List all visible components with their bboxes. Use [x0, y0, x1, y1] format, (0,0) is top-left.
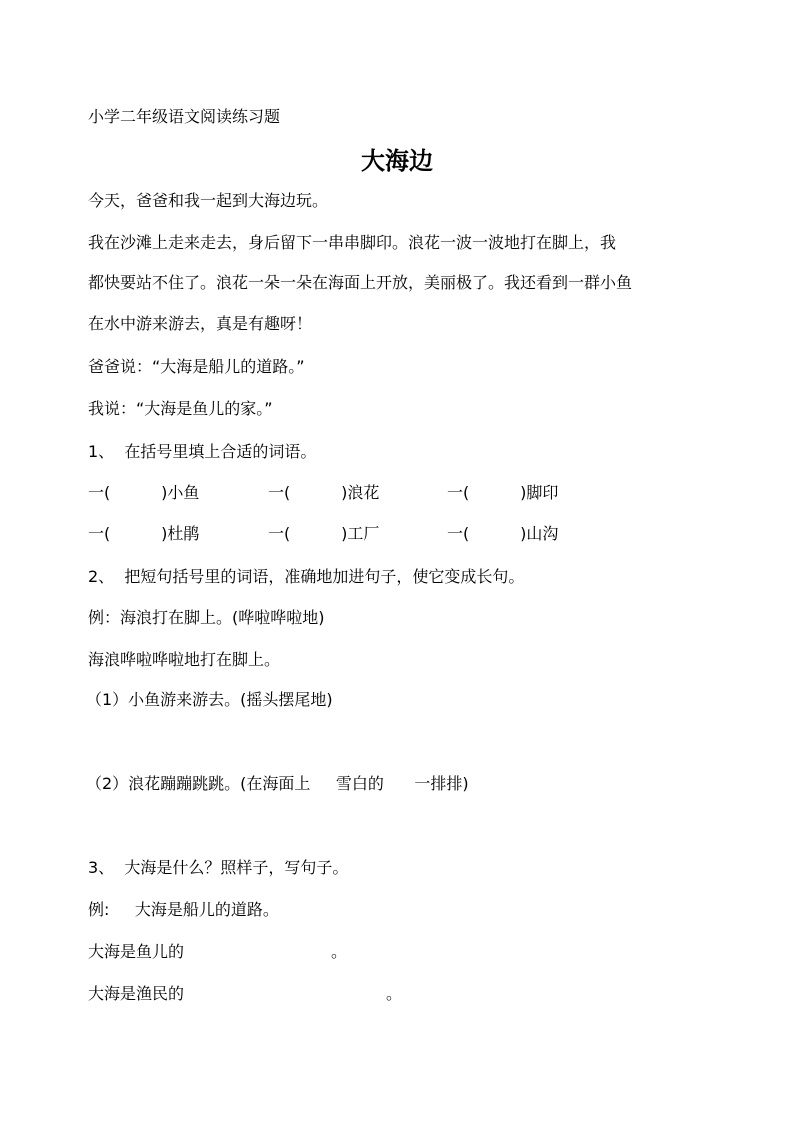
- q3-line-1-prefix: 大海是鱼儿的: [88, 942, 185, 961]
- q2-item-1: （1）小鱼游来游去。(摇头摆尾地): [86, 690, 333, 709]
- q3-line-2-prefix: 大海是渔民的: [88, 984, 185, 1003]
- q1-blank-item: 一( )工厂: [268, 524, 380, 543]
- passage-line: 今天，爸爸和我一起到大海边玩。: [88, 191, 329, 210]
- q1-blank-item: 一( )浪花: [268, 483, 380, 502]
- q1-blank-item: 一( )山沟: [447, 524, 559, 543]
- q1-blank-item: 一( )脚印: [447, 483, 559, 502]
- passage-line: 爸爸说：“大海是船儿的道路。”: [88, 357, 305, 376]
- passage-line: 我说：“大海是鱼儿的家。”: [88, 399, 273, 418]
- q2-example: 例：海浪打在脚上。(哗啦哗啦地): [88, 608, 325, 627]
- q1-blank-item: 一( )小鱼: [88, 483, 200, 502]
- q1-blank-item: 一( )杜鹃: [88, 524, 200, 543]
- passage-line: 在水中游来游去，真是有趣呀！: [88, 314, 313, 333]
- question-2-title: 2、 把短句括号里的词语，准确地加进句子，使它变成长句。: [88, 567, 525, 586]
- question-3-title: 3、 大海是什么？照样子，写句子。: [88, 858, 349, 877]
- passage-title: 大海边: [361, 147, 433, 175]
- q3-example: 例: 大海是船儿的道路。: [88, 900, 279, 919]
- passage-line: 我在沙滩上走来走去，身后留下一串串脚印。浪花一波一波地打在脚上，我: [88, 233, 617, 252]
- q2-item-2: （2）浪花蹦蹦跳跳。(在海面上 雪白的 一排排): [86, 774, 469, 793]
- question-1-title: 1、 在括号里填上合适的词语。: [88, 442, 317, 461]
- worksheet-header: 小学二年级语文阅读练习题: [88, 107, 281, 126]
- q3-line-2-end: 。: [386, 984, 403, 1003]
- passage-line: 都快要站不住了。浪花一朵一朵在海面上开放，美丽极了。我还看到一群小鱼: [88, 273, 633, 292]
- q3-line-1-end: 。: [331, 942, 348, 961]
- q2-example-answer: 海浪哗啦哗啦地打在脚上。: [88, 650, 281, 669]
